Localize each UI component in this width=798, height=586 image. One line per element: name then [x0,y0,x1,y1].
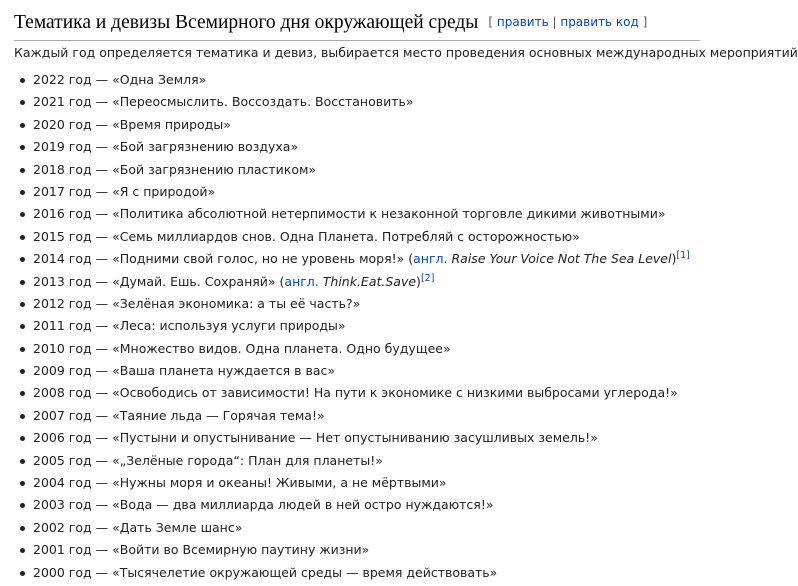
list-item [14,203,700,225]
year: 2018 год [33,161,92,177]
paren-close: ) [671,251,677,267]
list-item [14,562,700,584]
edit-bracket-close: ] [642,15,648,29]
list-item [14,159,700,181]
year: 2011 год [33,318,92,334]
reference [421,273,434,284]
reference-link[interactable]: [1] [676,250,690,262]
list-item [14,539,700,561]
reference-link[interactable]: [2] [420,272,435,284]
theme-text: — «Множество видов. Одна планета. Одно будущее» [91,340,451,356]
list-item [14,271,700,293]
theme-text: — «Пустыни и опустынивание — Нет опустыниванию засушливых земель!» [91,430,598,446]
theme-text: — «Таяние льда — Горячая тема!» [91,407,325,423]
year: 2017 год [33,183,92,199]
list-item [14,114,700,136]
year: 2003 год [33,497,92,513]
theme-text: — «Бой загрязнению пластиком» [91,161,317,177]
list-item [14,293,700,315]
year: 2014 год [33,251,92,267]
list-item [14,181,700,203]
section-title: Тематика и девизы Всемирного дня окружающей среды [14,12,479,33]
theme-text: — «Нужны моря и океаны! Живыми, а не мёртвыми» [91,475,447,491]
year: 2015 год [33,228,92,244]
theme-text: — «Бой загрязнению воздуха» [91,139,299,155]
theme-text: — «Дать Земле шанс» [91,519,243,535]
theme-text: — «Войти во Всемирную паутину жизни» [91,542,370,558]
list-item [14,315,700,337]
lang-link[interactable]: англ. [284,273,319,289]
year: 2001 год [33,542,92,558]
year: 2006 год [33,430,92,446]
year: 2013 год [33,273,92,289]
original-motto: Think.Eat.Save [318,273,417,289]
themes-list [14,69,700,584]
year: 2019 год [33,139,92,155]
edit-link[interactable]: править [496,15,549,29]
intro-paragraph: Каждый год определяется тематика и девиз, выбирается место проведения основных международных мероприятий [14,45,798,60]
year: 2004 год [33,475,92,491]
theme-text: — «Вода — два миллиарда людей в ней остро нуждаются!» [91,497,494,513]
list-item [14,360,700,382]
theme-text: — «Переосмыслить. Воссоздать. Восстановить» [91,94,414,110]
edit-separator: | [552,15,557,29]
list-item [14,91,700,113]
year: 2010 год [33,340,92,356]
theme-text: — «Время природы» [91,116,231,132]
theme-text: — «Освободись от зависимости! На пути к экономике с низкими выбросами углерода!» [91,385,678,401]
list-item [14,472,700,494]
lang-link[interactable]: англ. [413,251,448,267]
year: 2020 год [33,116,92,132]
edit-bracket-open: [ [488,15,494,29]
list-item [14,427,700,449]
list-item [14,450,700,472]
theme-text: — «Тысячелетие окружающей среды — время действовать» [91,564,498,580]
year: 2007 год [33,407,92,423]
theme-text: — «Думай. Ешь. Сохраняй» ( [91,273,285,289]
edit-links [488,15,647,29]
year: 2012 год [33,295,92,311]
paren-close: ) [416,273,421,289]
list-item [14,405,700,427]
theme-text: — «Зелёная экономика: а ты её часть?» [91,295,361,311]
theme-text: — «Леса: используя услуги природы» [91,318,346,334]
year: 2002 год [33,519,92,535]
list-item [14,248,700,270]
theme-text: — «Семь миллиардов снов. Одна Планета. Потребляй с осторожностью» [91,228,580,244]
year: 2021 год [33,94,92,110]
section-heading [14,6,700,41]
theme-text: — «Подними свой голос, но не уровень моря!» ( [91,251,414,267]
year: 2022 год [33,72,92,87]
list-item [14,382,700,404]
theme-text: — «Одна Земля» [91,72,207,87]
list-item [14,338,700,360]
year: 2005 год [33,452,92,468]
year: 2008 год [33,385,92,401]
theme-text: — «Ваша планета нуждается в вас» [91,363,336,379]
list-item [14,226,700,248]
year: 2016 год [33,206,92,222]
list-item [14,69,700,91]
edit-code-link[interactable]: править код [560,15,639,29]
year: 2009 год [33,363,92,379]
year: 2000 год [33,564,92,580]
theme-text: — «„Зелёные города“: План для планеты!» [91,452,383,468]
list-item [14,517,700,539]
original-motto: Raise Your Voice Not The Sea Level [447,251,672,267]
reference [676,250,689,261]
list-item [14,136,700,158]
theme-text: — «Политика абсолютной нетерпимости к незаконной торговле дикими животными» [91,206,666,222]
theme-text: — «Я с природой» [91,183,216,199]
list-item [14,494,700,516]
